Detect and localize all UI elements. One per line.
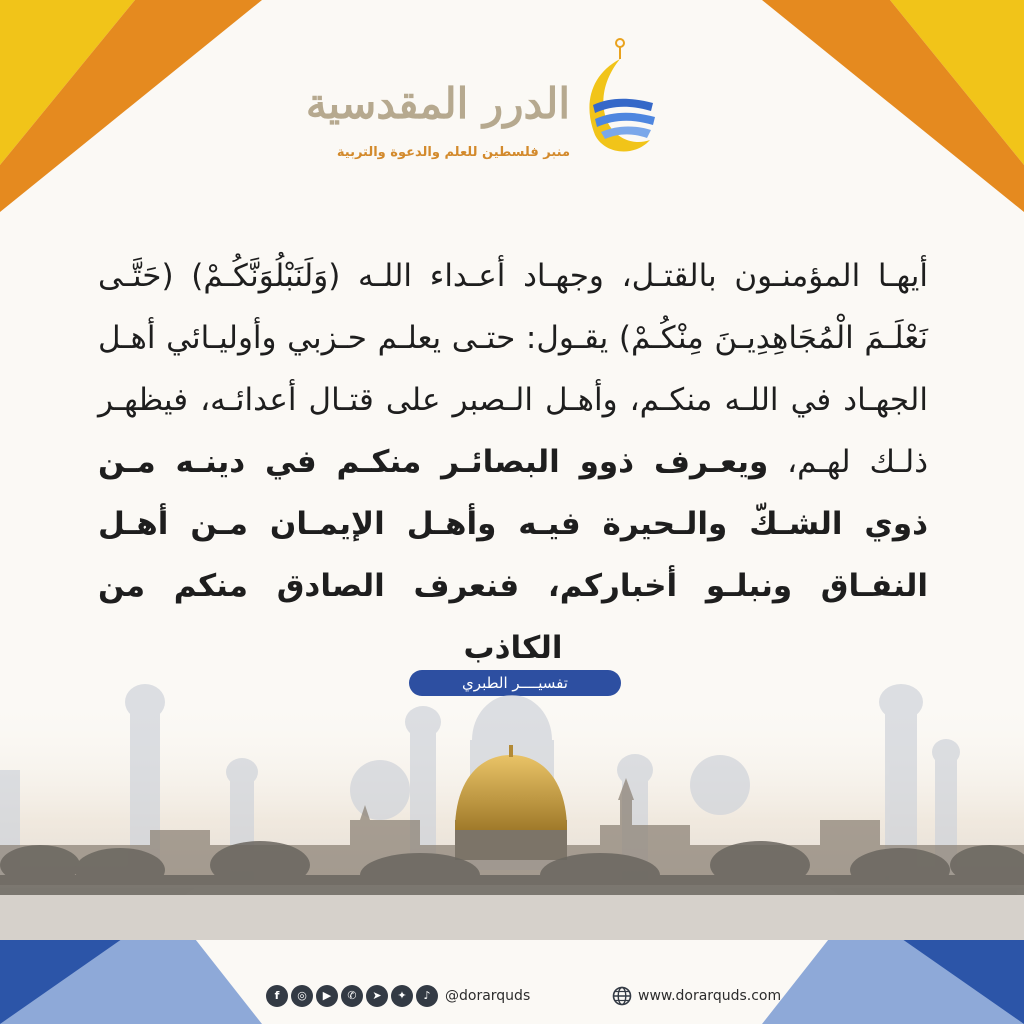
facebook-icon[interactable]: f	[266, 985, 288, 1007]
whatsapp-icon[interactable]: ✆	[341, 985, 363, 1007]
brand-logo	[305, 35, 670, 165]
source-badge: تفسيــــر الطبري	[409, 670, 621, 696]
social-links	[266, 983, 530, 1009]
social-handle[interactable]: @dorarquds	[445, 988, 531, 1004]
quote-part-regular: أيهـا المؤمنـون بالقتـل، وجهـاد أعـداء اللـه (وَلَنَبْلُوَنَّكُـمْ) (حَتَّـى نَعْلَـمَ الْمُجَاهِدِيـنَ مِنْكُـمْ) يقـول: حتـى يعلـم حـزبي وأوليـائي أهـل الجهـاد في اللـه منكـم، وأهـل الـصبر على قتـال أعدائـه، فيظهـر ذلـك لهـم،	[98, 258, 928, 480]
instagram-icon[interactable]: ◎	[291, 985, 313, 1007]
telegram-icon[interactable]: ➤	[366, 985, 388, 1007]
tiktok-icon[interactable]: ♪	[416, 985, 438, 1007]
website-link[interactable]	[612, 983, 781, 1009]
brand-name: الدرر المقدسية	[305, 79, 570, 128]
globe-icon	[612, 986, 632, 1006]
youtube-icon[interactable]: ▶	[316, 985, 338, 1007]
dome-crescent-icon	[575, 35, 665, 160]
twitter-icon[interactable]: ✦	[391, 985, 413, 1007]
quote-part-bold: ويعـرف ذوو البصائـر منكـم في دينـه مـن ذوي الشـكّ والـحيرة فيـه وأهـل الإيمـان مـن أهـل النفـاق ونبلـو أخباركم، فنعرف الصادق منكم من الكاذب	[98, 444, 928, 666]
website-url: www.dorarquds.com	[638, 988, 782, 1004]
jerusalem-skyline-illustration	[0, 660, 1024, 940]
brand-tagline: منبر فلسطين للعلم والدعوة والتربية	[336, 145, 570, 160]
quote-text	[98, 245, 928, 679]
